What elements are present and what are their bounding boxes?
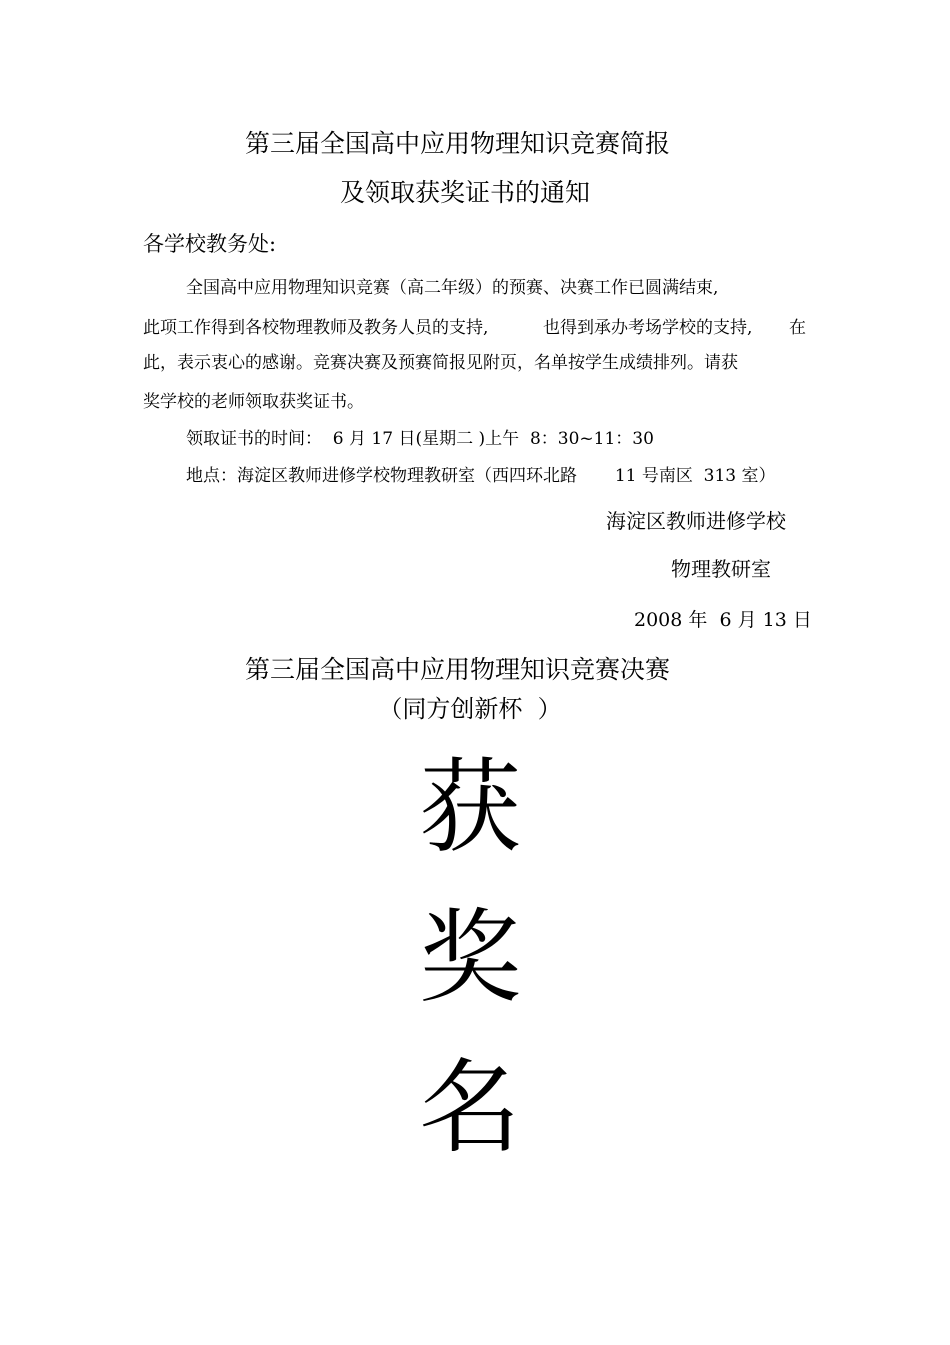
notice-title-line1: 第三届全国高中应用物理知识竞赛简报 (244, 129, 670, 158)
signature-organization: 海淀区教师进修学校 (606, 509, 786, 533)
paragraph-line-4: 奖学校的老师领取获奖证书。 (143, 392, 364, 412)
results-title: 第三届全国高中应用物理知识竞赛决赛 (244, 655, 670, 684)
results-subtitle: （同方创新杯 ） (378, 695, 562, 723)
collection-time: 领取证书的时间： 6 月 17 日(星期二 )上午 8：30~11：30 (186, 429, 654, 449)
large-heading-char-3: 名 (419, 1049, 521, 1168)
paragraph-line-2-part-c: 在 (789, 318, 806, 338)
notice-title-line2: 及领取获奖证书的通知 (339, 178, 590, 207)
large-heading-char-2: 奖 (419, 899, 521, 1018)
large-heading-char-1: 获 (419, 749, 521, 868)
collection-place: 地点：海淀区教师进修学校物理教研室（西四环北路 11 号南区 313 室） (186, 466, 776, 486)
paragraph-line-3: 此，表示衷心的感谢。竞赛决赛及预赛简报见附页，名单按学生成绩排列。请获 (143, 353, 738, 373)
salutation: 各学校教务处: (143, 232, 277, 256)
paragraph-line-2-part-b: 也得到承办考场学校的支持, (543, 318, 753, 338)
paragraph-line-2-part-a: 此项工作得到各校物理教师及教务人员的支持, (143, 318, 489, 338)
notice-date: 2008 年 6 月 13 日 (634, 609, 812, 631)
paragraph-line-1: 全国高中应用物理知识竞赛（高二年级）的预赛、决赛工作已圆满结束, (186, 278, 719, 298)
signature-department: 物理教研室 (671, 557, 771, 581)
